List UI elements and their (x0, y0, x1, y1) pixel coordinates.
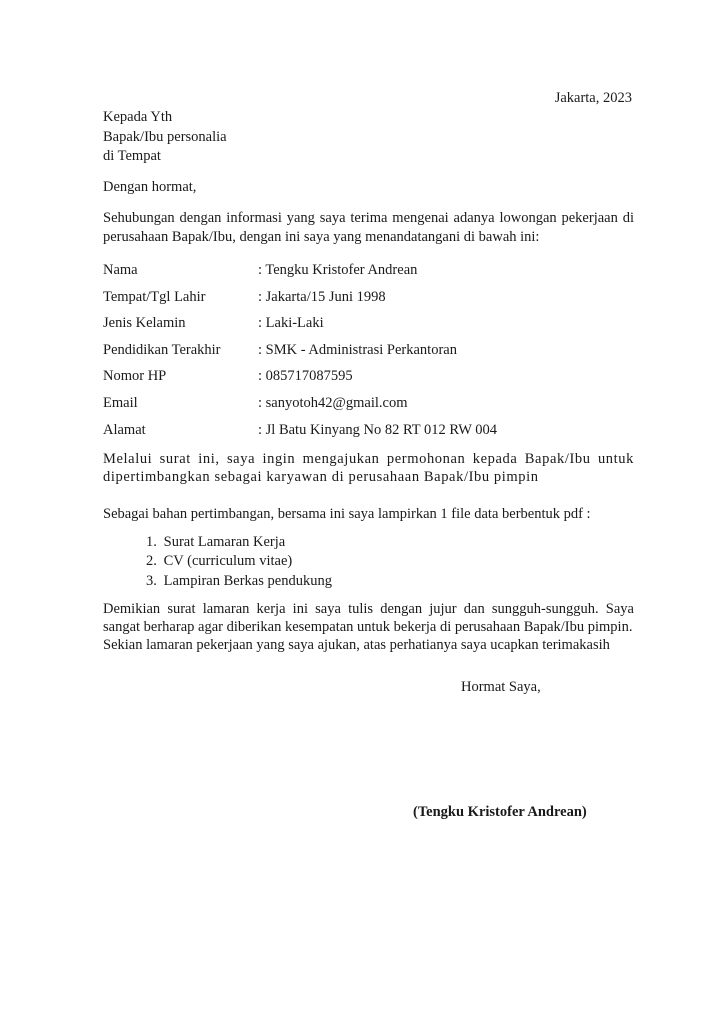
intro-line-1: Sehubungan dengan informasi yang saya terima mengenai adanya lowongan pekerjaan di (103, 210, 634, 226)
attachment-text: CV (curriculum vitae) (163, 553, 293, 569)
closing-paragraph-line-1: Demikian surat lamaran kerja ini saya tulis dengan jujur dan sungguh-sungguh. Saya (103, 601, 634, 617)
detail-value-education: : SMK - Administrasi Perkantoran (258, 342, 457, 358)
purpose-line-1: Melalui surat ini, saya ingin mengajukan permohonan kepada Bapak/Ibu untuk (103, 451, 634, 467)
attachment-text: Surat Lamaran Kerja (163, 534, 286, 550)
attachment-item-1 (146, 533, 285, 551)
greeting: Dengan hormat, (103, 179, 197, 195)
detail-label-education: Pendidikan Terakhir (103, 342, 221, 358)
attachment-intro: Sebagai bahan pertimbangan, bersama ini saya lampirkan 1 file data berbentuk pdf : (103, 506, 591, 522)
attachment-item-2 (146, 552, 292, 570)
recipient-line-1: Kepada Yth (103, 109, 173, 125)
detail-label-ttl: Tempat/Tgl Lahir (103, 289, 206, 305)
detail-label-address: Alamat (103, 422, 146, 438)
detail-label-phone: Nomor HP (103, 368, 167, 384)
purpose-line-2: dipertimbangkan sebagai karyawan di perusahaan Bapak/Ibu pimpin (103, 469, 539, 485)
closing-paragraph-line-2: sangat berharap agar diberikan kesempatan untuk bekerja di perusahaan Bapak/Ibu pimpin. (103, 619, 633, 635)
intro-line-2: perusahaan Bapak/Ibu, dengan ini saya yang menandatangani di bawah ini: (103, 229, 540, 245)
recipient-line-3: di Tempat (103, 148, 161, 164)
attachment-item-3 (146, 572, 332, 590)
detail-label-nama: Nama (103, 262, 138, 278)
closing-salutation: Hormat Saya, (461, 679, 541, 695)
detail-label-email: Email (103, 395, 138, 411)
detail-value-nama: : Tengku Kristofer Andrean (258, 262, 418, 278)
detail-value-ttl: : Jakarta/15 Juni 1998 (258, 289, 386, 305)
attachment-text: Lampiran Berkas pendukung (163, 573, 332, 589)
detail-label-gender: Jenis Kelamin (103, 315, 186, 331)
detail-value-email: : sanyotoh42@gmail.com (258, 395, 408, 411)
recipient-line-2: Bapak/Ibu personalia (103, 129, 227, 145)
attachment-number: 2. (146, 553, 157, 569)
detail-value-phone: : 085717087595 (258, 368, 353, 384)
closing-paragraph-line-3: Sekian lamaran pekerjaan yang saya ajukan, atas perhatianya saya ucapkan terimakasih (103, 637, 610, 653)
attachment-number: 3. (146, 573, 157, 589)
signatory-name: (Tengku Kristofer Andrean) (413, 804, 587, 820)
place-date: Jakarta, 2023 (554, 90, 632, 106)
detail-value-gender: : Laki-Laki (258, 315, 324, 331)
attachment-number: 1. (146, 534, 157, 550)
detail-value-address: : Jl Batu Kinyang No 82 RT 012 RW 004 (258, 422, 498, 438)
